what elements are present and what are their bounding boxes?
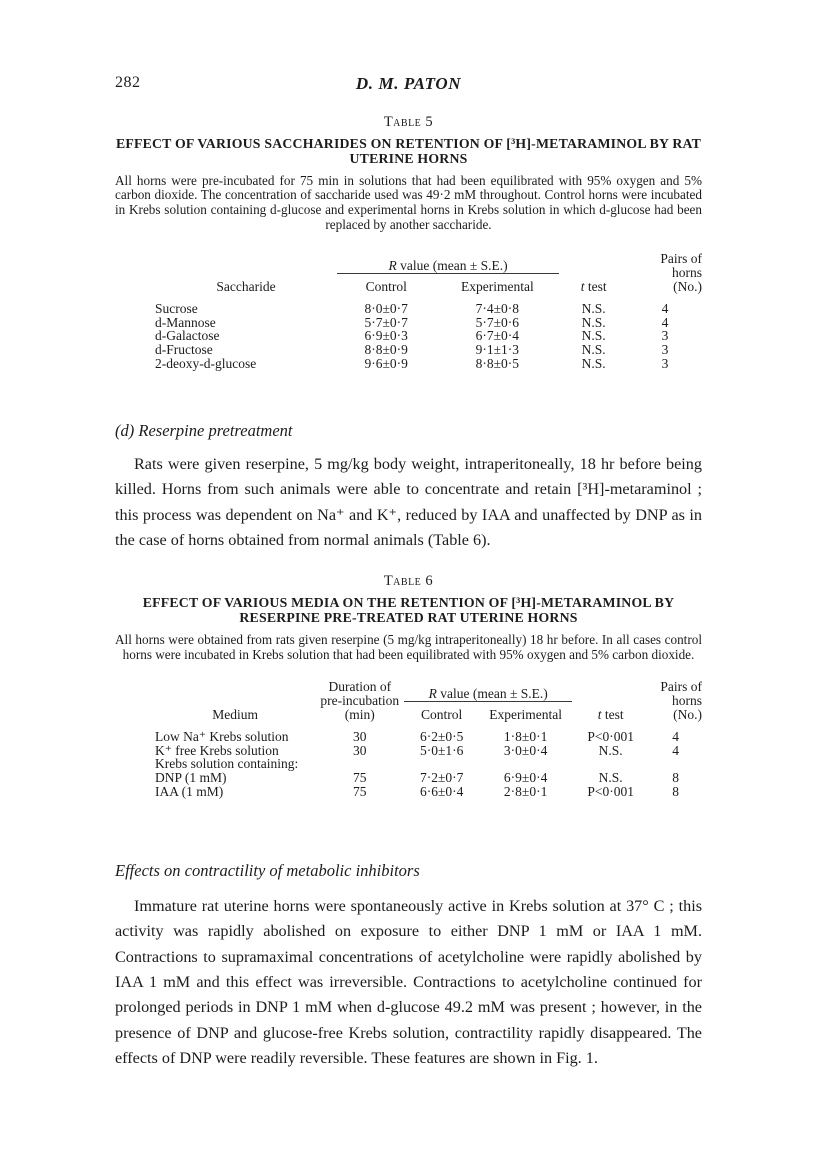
cell-duration: 30	[353, 742, 367, 758]
rvalue-r: R	[388, 257, 397, 273]
ttest-rest: test	[601, 707, 624, 722]
cell-control: 6·9±0·3	[364, 328, 408, 344]
cell-control: 8·0±0·7	[364, 300, 408, 316]
table-row	[155, 771, 702, 785]
subsection-heading: (d) Reserpine pretreatment	[115, 420, 293, 440]
cell-ttest: N.S.	[581, 314, 606, 330]
duration-line-3: (min)	[344, 707, 375, 722]
pairs-line-3: (No.)	[673, 279, 702, 294]
table6-col-medium: Medium	[212, 707, 259, 722]
pairs-line-1: Pairs of	[660, 251, 702, 267]
cell-control: 5·0±1·6	[419, 742, 464, 758]
cell-pairs: 4	[661, 314, 669, 330]
duration-line-1: Duration of	[328, 679, 392, 695]
cell-medium: K⁺ free Krebs solution	[155, 742, 279, 758]
table5-col-saccharide: Saccharide	[216, 279, 276, 294]
table-row	[155, 294, 702, 316]
table5-section	[115, 114, 702, 371]
rvalue-rest: value (mean ± S.E.)	[396, 257, 508, 273]
table5-body	[155, 294, 702, 371]
table-row	[155, 357, 702, 371]
table-row	[155, 343, 702, 357]
cell-duration	[315, 757, 404, 771]
table5-col-control: Control	[365, 279, 407, 294]
table6-section	[115, 573, 702, 798]
cell-experimental: 2·8±0·1	[503, 783, 548, 799]
cell-duration: 30	[353, 728, 367, 744]
cell-pairs: 3	[661, 328, 669, 344]
cell-experimental: 7·4±0·8	[475, 300, 520, 316]
cell-experimental: 6·9±0·4	[503, 770, 548, 786]
header-spacer	[155, 680, 315, 701]
cell-control: 5·7±0·7	[364, 314, 408, 330]
cell-control: 9·6±0·9	[364, 355, 408, 371]
cell-medium: DNP (1 mM)	[155, 770, 227, 786]
rvalue-rest: value (mean ± S.E.)	[436, 685, 548, 701]
table5-col-ttest	[559, 273, 628, 294]
page-number: 282	[115, 74, 141, 91]
cell-pairs: 3	[661, 355, 669, 371]
cell-saccharide: d-Mannose	[155, 314, 216, 330]
table-row	[155, 329, 702, 343]
duration-line-2: pre-incubation	[320, 693, 400, 709]
table5-caption: All horns were pre-incubated for 75 min in solutions that had been equilibrated with 95% oxygen and 5% carbon dioxide. The concentration of saccharide used was 49·2 mM throughout. Control horns were incubated in Krebs solution containing d-glucose and experimental horns in Krebs solution in which d-glucose had been replaced by another saccharide.	[115, 172, 702, 232]
table6-rvalue-group-header	[404, 680, 572, 701]
pairs-line-3: (No.)	[673, 707, 702, 722]
table5-rvalue-group-header	[337, 252, 559, 273]
body-paragraph: Immature rat uterine horns were spontaneously active in Krebs solution at 37° C ; this activity was rapidly abolished on exposure to either DNP 1 mM or IAA 1 mM. Contractions to supramaximal concentrations of acetylcholine were rapidly abolished by IAA 1 mM and this effect was irreversible. Contractions to acetylcholine continued for prolonged periods in DNP 1 mM when d-glucose 49.2 mM was present ; however, in the presence of DNP and glucose-free Krebs solution, contractility rapidly disappeared. The effects of DNP were readily reversible. These features are shown in Fig. 1.	[115, 896, 702, 1068]
cell-medium: IAA (1 mM)	[155, 783, 224, 799]
table6-col-experimental: Experimental	[489, 707, 562, 722]
cell-ttest: N.S.	[581, 328, 606, 344]
cell-control: 6·2±0·5	[419, 728, 464, 744]
cell-experimental: 3·0±0·4	[503, 742, 548, 758]
cell-control: 6·6±0·4	[419, 783, 464, 799]
cell-ttest: N.S.	[581, 342, 606, 358]
section-effects-contractility	[115, 861, 702, 1072]
cell-medium: Low Na⁺ Krebs solution	[155, 728, 289, 744]
table6-duration-header	[315, 680, 404, 721]
header-spacer	[572, 680, 649, 701]
table6-title: EFFECT OF VARIOUS MEDIA ON THE RETENTION OF [³H]-METARAMINOL BY RESERPINE PRE-TREATED RAT UTERINE HORNS	[142, 595, 675, 626]
ttest-t: t	[597, 707, 602, 722]
cell-pairs: 3	[661, 342, 669, 358]
table-row	[155, 316, 702, 330]
ttest-rest: test	[584, 279, 607, 294]
table5-label: Table 5	[383, 114, 434, 130]
cell-saccharide: 2-deoxy-d-glucose	[155, 355, 257, 371]
cell-ttest: N.S.	[598, 742, 623, 758]
table6-label: Table 6	[383, 573, 434, 590]
pairs-line-2: horns	[672, 693, 702, 709]
table-row	[155, 744, 702, 758]
cell-saccharide: d-Galactose	[155, 328, 220, 344]
table5-pairs-header	[628, 252, 702, 293]
cell-medium: Krebs solution containing:	[155, 756, 299, 772]
table6-head	[155, 680, 702, 721]
table6-body	[155, 722, 702, 799]
section-reserpine-pretreatment	[115, 421, 702, 554]
table6-col-control: Control	[421, 707, 463, 722]
cell-pairs: 4	[672, 728, 679, 744]
table5-title: EFFECT OF VARIOUS SACCHARIDES ON RETENTION OF [³H]-METARAMINOL BY RAT UTERINE HORNS	[115, 136, 702, 166]
table-row	[155, 722, 702, 744]
table5-head	[155, 252, 702, 293]
cell-experimental: 1·8±0·1	[503, 728, 548, 744]
header-spacer	[155, 252, 337, 273]
pairs-line-2: horns	[672, 265, 702, 281]
cell-pairs: 4	[672, 742, 679, 758]
cell-experimental: 6·7±0·4	[475, 328, 520, 344]
cell-saccharide: d-Fructose	[155, 342, 213, 358]
table6-col-ttest	[572, 701, 649, 722]
cell-saccharide: Sucrose	[155, 300, 198, 316]
cell-pairs: 4	[661, 300, 669, 316]
cell-pairs: 8	[672, 783, 679, 799]
table-row	[155, 785, 702, 799]
cell-ttest: N.S.	[598, 770, 623, 786]
cell-ttest: P<0·001	[587, 783, 634, 799]
cell-ttest: P<0·001	[587, 728, 634, 744]
table5-col-experimental: Experimental	[461, 279, 534, 294]
cell-ttest	[572, 757, 649, 771]
cell-experimental	[479, 757, 572, 771]
cell-control	[404, 757, 479, 771]
cell-experimental: 9·1±1·3	[475, 342, 520, 358]
table6	[155, 680, 702, 798]
ttest-t: t	[580, 279, 585, 294]
body-paragraph: Rats were given reserpine, 5 mg/kg body weight, intraperitoneally, 18 hr before being killed. Horns from such animals were able to concentrate and retain [³H]-metaraminol ; this process was dependent on Na⁺ and K⁺, reduced by IAA and unaffected by DNP as in the case of horns obtained from normal animals (Table 6).	[115, 454, 702, 549]
subsection-heading: Effects on contractility of metabolic inhibitors	[115, 860, 420, 880]
cell-pairs: 8	[672, 770, 679, 786]
running-title: D. M. PATON	[355, 74, 462, 93]
cell-pairs	[649, 757, 702, 771]
page-header	[115, 0, 702, 94]
cell-experimental: 8·8±0·5	[475, 355, 520, 371]
cell-control: 7·2±0·7	[419, 770, 464, 786]
cell-experimental: 5·7±0·6	[475, 314, 520, 330]
table6-pairs-header	[649, 680, 702, 721]
table5	[155, 252, 702, 370]
cell-control: 8·8±0·9	[364, 342, 408, 358]
cell-duration: 75	[353, 770, 367, 786]
cell-ttest: N.S.	[581, 355, 606, 371]
table6-caption: All horns were obtained from rats given reserpine (5 mg/kg intraperitoneally) 18 hr before. In all cases control horns were incubated in Krebs solution that had been equilibrated with 95% oxygen and 5% carbon dioxide.	[115, 632, 702, 662]
header-spacer	[559, 252, 628, 273]
table-row	[155, 757, 702, 771]
pairs-line-1: Pairs of	[660, 679, 702, 695]
cell-duration: 75	[353, 783, 367, 799]
rvalue-r: R	[428, 685, 437, 701]
cell-ttest: N.S.	[581, 300, 606, 316]
